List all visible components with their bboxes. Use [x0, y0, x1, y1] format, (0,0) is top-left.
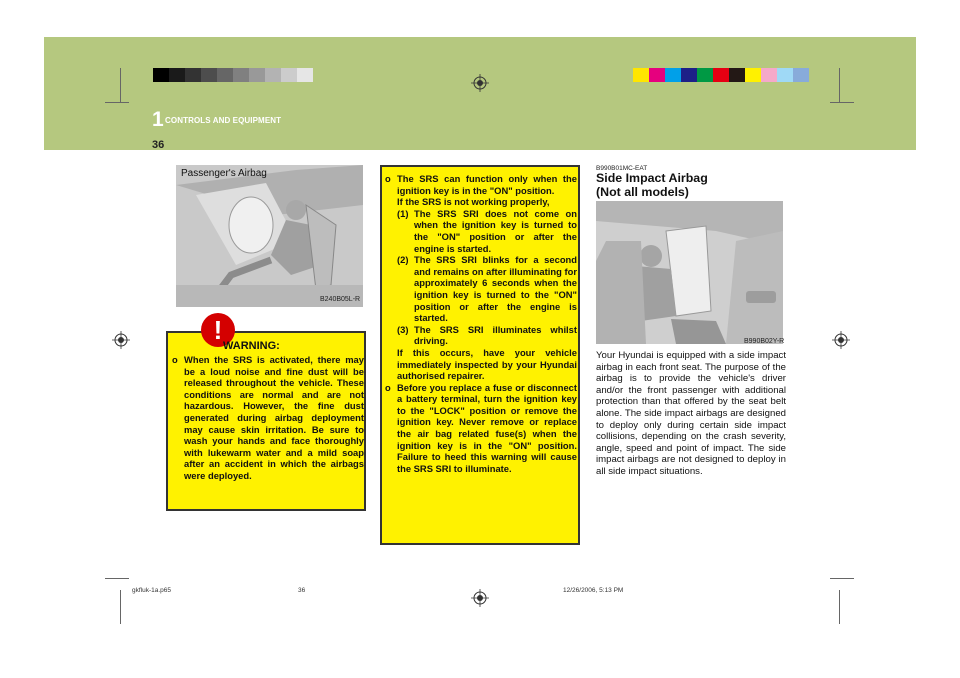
color-swatch: [729, 68, 745, 82]
srs-function-text: The SRS can function only when the ignition key is in the "ON" position.: [397, 173, 577, 196]
srs-if-text: If the SRS is not working properly,: [397, 196, 550, 208]
warning-text: When the SRS is activated, there may be a loud noise and fine dust will be released throughout the vehicle. These conditions are normal and are not hazardous. However, the fine dust generated during airbag deployment may cause skin irritation. Be sure to wash your hands and face thoroughly with lukewarm water and a mild soap after an accident in which the airbags were deployed.: [184, 354, 364, 481]
crop-mark: [105, 578, 129, 579]
side-airbag-illustration: [596, 201, 783, 344]
color-swatch: [713, 68, 729, 82]
color-swatch: [665, 68, 681, 82]
passenger-airbag-illustration: [176, 165, 363, 307]
list-item: [385, 254, 577, 324]
crop-mark: [830, 102, 854, 103]
figure-code: B240B05L-R: [320, 296, 361, 303]
color-swatch: [681, 68, 697, 82]
registration-mark-icon: [112, 331, 130, 349]
side-airbag-paragraph: Your Hyundai is equipped with a side impact airbag in each front seat. The purpose of the airbag is to provide the vehicle's driver and/or the front passenger with additional protection than that offered by the seat belt alone. The side impact airbags are designed to deploy only during certain side impact collisions, depending on the crash severity, angle, speed and point of impact. The side impact airbags are not designed to deploy in all side impact situations.: [596, 350, 786, 477]
list-item: [385, 208, 577, 254]
warning-box: [166, 315, 366, 511]
footer-file: gkfluk-1a.p65: [132, 587, 172, 594]
color-swatch: [153, 68, 169, 82]
crop-mark: [120, 68, 121, 102]
registration-mark-icon: [471, 589, 489, 607]
color-calibration-bar-right: [633, 68, 809, 82]
color-swatch: [697, 68, 713, 82]
color-swatch: [761, 68, 777, 82]
color-swatch: [233, 68, 249, 82]
color-swatch: [185, 68, 201, 82]
chapter-title: CONTROLS AND EQUIPMENT: [165, 116, 282, 125]
warning-body: [172, 354, 364, 482]
list-text: The SRS SRI illuminates whilst driving.: [414, 323, 577, 347]
color-swatch: [201, 68, 217, 82]
color-swatch: [649, 68, 665, 82]
page-number: 36: [152, 139, 165, 151]
header-band: [44, 37, 916, 150]
bullet: o: [385, 381, 391, 393]
crop-mark: [830, 578, 854, 579]
list-item: [385, 324, 577, 347]
color-swatch: [249, 68, 265, 82]
srs-info-body: [385, 173, 577, 474]
list-text: The SRS SRI does not come on when the ignition key is turned to the "ON" position or after the engine is started.: [414, 207, 577, 254]
color-swatch: [265, 68, 281, 82]
warning-title: WARNING:: [223, 340, 280, 352]
chapter-number: 1: [152, 108, 164, 131]
color-swatch: [633, 68, 649, 82]
srs-outro-text: If this occurs, have your vehicle immediately inspected by your Hyundai authorised repairer.: [397, 346, 577, 382]
color-swatch: [169, 68, 185, 82]
srs-info-box: [380, 165, 580, 545]
color-swatch: [217, 68, 233, 82]
registration-mark-icon: [832, 331, 850, 349]
section-title-line2: (Not all models): [596, 184, 689, 199]
warning-icon: !: [201, 313, 235, 347]
section-title: [596, 172, 708, 199]
footer-timestamp: 12/26/2006, 5:13 PM: [563, 587, 624, 594]
color-swatch: [297, 68, 313, 82]
list-number: (2): [397, 254, 409, 266]
crop-mark: [120, 590, 121, 624]
list-number: (3): [397, 323, 409, 335]
color-swatch: [281, 68, 297, 82]
section-title-line1: Side Impact Airbag: [596, 171, 708, 185]
figure-code: B990B02Y-R: [744, 338, 785, 345]
color-calibration-bar-left: [153, 68, 313, 82]
color-swatch: [745, 68, 761, 82]
bullet: o: [172, 354, 178, 365]
registration-mark-icon: [471, 74, 489, 92]
crop-mark: [105, 102, 129, 103]
footer-page: 36: [298, 587, 306, 594]
color-swatch: [793, 68, 809, 82]
section-code: B990B01MC-EAT: [596, 165, 648, 172]
fuse-warning-text: Before you replace a fuse or disconnect a battery terminal, turn the ignition key to the "LOCK" position or remove the ignition key. Never remove or replace the air bag related fuse(s) when the ignition key is in the "ON" position. Failure to heed this warning will cause the SRS SRI to illuminate.: [397, 381, 577, 474]
list-number: (1): [397, 207, 409, 219]
figure-label: Passenger's Airbag: [181, 168, 267, 179]
crop-mark: [839, 590, 840, 624]
bullet: o: [385, 173, 391, 184]
crop-mark: [839, 68, 840, 102]
color-swatch: [777, 68, 793, 82]
list-text: The SRS SRI blinks for a second and remains on after illuminating for approximately 6 seconds when the ignition key is turned to the "ON" position or after the engine is started.: [414, 254, 577, 324]
